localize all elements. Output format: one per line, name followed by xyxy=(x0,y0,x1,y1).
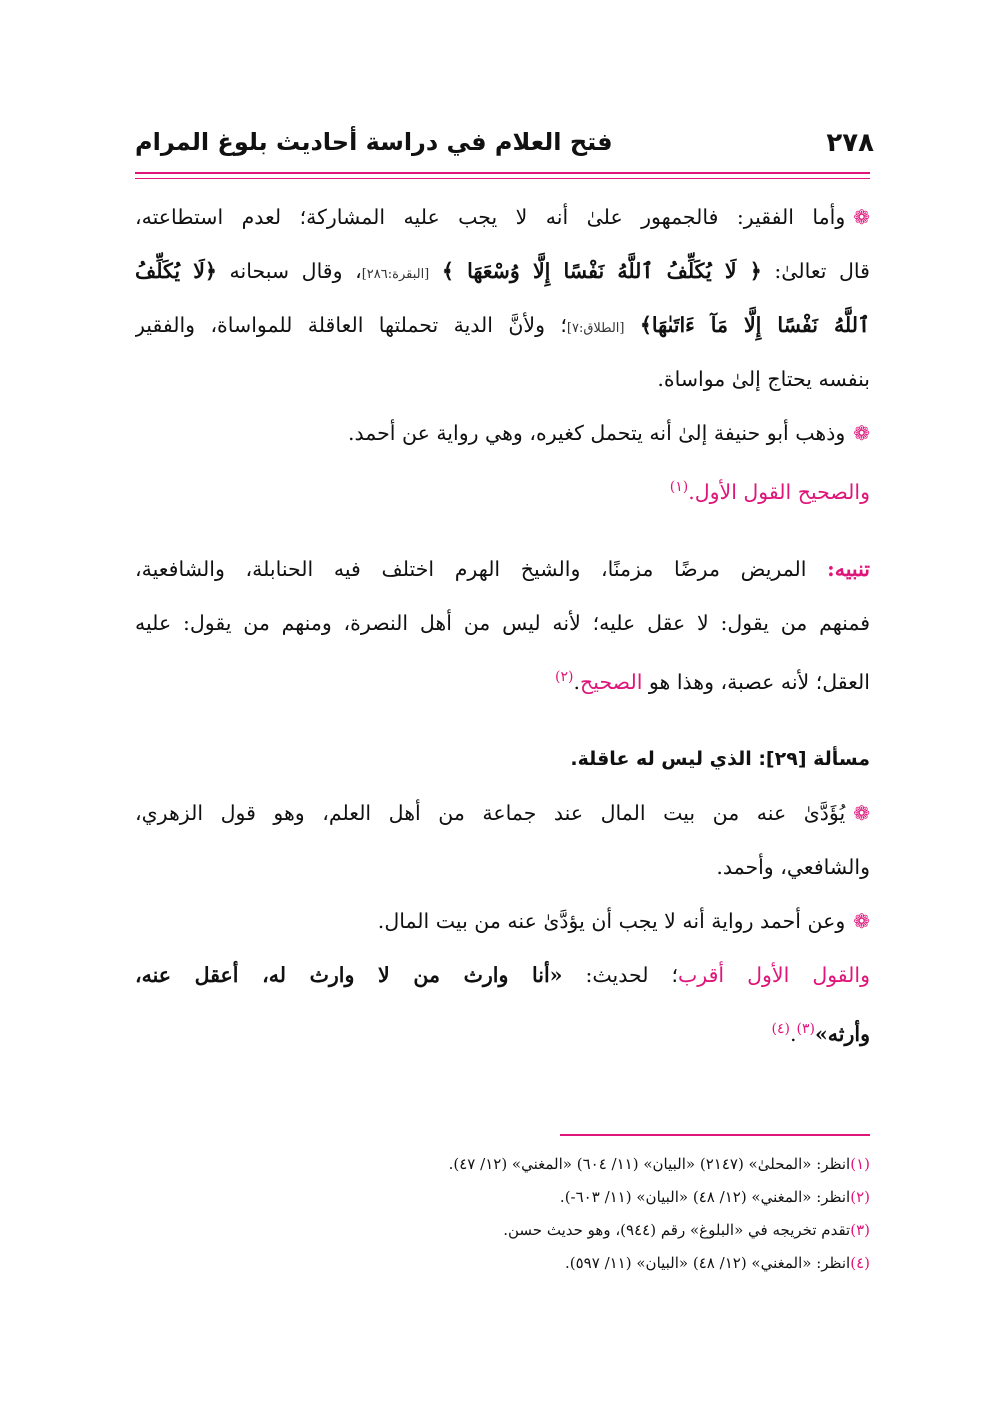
paragraph-line xyxy=(135,406,870,460)
flower-bullet-icon: ❁ xyxy=(853,421,870,445)
text-span: ؛ ولأنَّ الدية تحملتها العاقلة للمواساة، والفقير xyxy=(135,313,567,337)
spacer xyxy=(135,704,870,732)
paragraph-line xyxy=(135,840,870,894)
quran-verse: ﴿ لَا يُكَلِّفُ ٱللَّهُ نَفْسًا إِلَّا وُسْعَهَا ﴾ xyxy=(441,259,762,283)
paragraph-line xyxy=(135,542,870,596)
footnote-marker: (٤) xyxy=(771,1021,790,1037)
paragraph-line xyxy=(135,298,870,352)
text-span: فمنهم من يقول: لا عقل عليه؛ لأنه ليس من أهل النصرة، ومنهم من يقول: عليه xyxy=(135,611,870,635)
section-heading: مسألة [٢٩]: الذي ليس له عاقلة. xyxy=(570,748,870,770)
header-rule-thin xyxy=(135,178,870,179)
paragraph-line xyxy=(135,352,870,406)
flower-bullet-icon: ❁ xyxy=(853,801,870,825)
paragraph-line xyxy=(135,650,870,704)
footnote-item xyxy=(135,1214,870,1247)
text-span: العقل؛ لأنه عصبة، وهذا هو xyxy=(642,669,870,694)
footnote-marker: (٢) xyxy=(555,669,574,685)
flower-bullet-icon: ❁ xyxy=(853,205,870,229)
text-span: . xyxy=(789,1021,797,1046)
text-span: . xyxy=(573,669,581,694)
text-span: بنفسه يحتاج إلىٰ مواساة. xyxy=(657,367,870,391)
footnotes xyxy=(135,1148,870,1280)
footnote-text: انظر: «المغني» (١٢/ ٤٨) «البيان» (١١/ ٥٩٧). xyxy=(565,1254,851,1272)
paragraph-line xyxy=(135,460,870,514)
text-span: يُؤَدَّىٰ عنه من بيت المال عند جماعة من أهل العلم، وهو قول الزهري، xyxy=(135,801,846,825)
footnote-number: (٣) xyxy=(850,1221,870,1239)
footnote-number: (٢) xyxy=(850,1188,870,1206)
text-span: وأما الفقير: فالجمهور علىٰ أنه لا يجب عليه المشاركة؛ لعدم استطاعته، xyxy=(135,205,846,229)
conclusion-text: والصحيح القول الأول. xyxy=(688,479,870,504)
footnote-number: (٤) xyxy=(850,1254,870,1272)
conclusion-text: والقول الأول أقرب xyxy=(678,963,870,987)
spacer xyxy=(135,514,870,542)
paragraph-line xyxy=(135,596,870,650)
footnote-text: انظر: «المحلىٰ» (٢١٤٧) «البيان» (١١/ ٦٠٤) «المغني» (١٢/ ٤٧). xyxy=(448,1155,851,1173)
text-span: وعن أحمد رواية أنه لا يجب أن يؤدَّىٰ عنه من بيت المال. xyxy=(377,909,846,933)
paragraph-line xyxy=(135,894,870,948)
page-number: ٢٧٨ xyxy=(826,128,874,158)
verse-reference: [البقرة:٢٨٦] xyxy=(361,267,430,282)
flower-bullet-icon: ❁ xyxy=(853,909,870,933)
text-span: قال تعالىٰ: xyxy=(761,259,870,283)
paragraph-line xyxy=(135,244,870,298)
text-span: ، وقال سبحانه xyxy=(216,259,362,283)
note-label: تنبيه: xyxy=(827,557,870,581)
footnote-marker: (٣) xyxy=(796,1021,815,1037)
text-span: وذهب أبو حنيفة إلىٰ أنه يتحمل كغيره، وهي رواية عن أحمد. xyxy=(347,421,846,445)
footnote-text: تقدم تخريجه في «البلوغ» رقم (٩٤٤)، وهو حديث حسن. xyxy=(503,1221,851,1239)
quran-verse: ﴿لَا يُكَلِّفُ xyxy=(135,259,217,283)
conclusion-text: الصحيح xyxy=(580,669,643,694)
hadith-text: «أنا وارث من لا وارث له، أعقل عنه، xyxy=(135,963,563,987)
text-span: المريض مرضًا مزمنًا، والشيخ الهرم اختلف فيه الحنابلة، والشافعية، xyxy=(135,557,828,581)
paragraph-line xyxy=(135,190,870,244)
paragraph-line xyxy=(135,1002,870,1056)
quran-verse: ٱللَّهُ نَفْسًا إِلَّا مَآ ءَاتَىٰهَا﴾ xyxy=(639,313,870,337)
footnote-item xyxy=(135,1181,870,1214)
paragraph-line xyxy=(135,786,870,840)
verse-reference: [الطلاق:٧] xyxy=(566,321,625,336)
footnote-marker: (١) xyxy=(669,479,689,495)
paragraph-line xyxy=(135,948,870,1002)
text-span: والشافعي، وأحمد. xyxy=(716,855,870,879)
text-span: ؛ لحديث: xyxy=(562,963,678,987)
header-rule-thick xyxy=(135,172,870,174)
footnote-text: انظر: «المغني» (١٢/ ٤٨) «البيان» (١١/ ٦٠٣-). xyxy=(559,1188,851,1206)
footnote-rule xyxy=(560,1134,870,1136)
book-title: فتح العلام في دراسة أحاديث بلوغ المرام xyxy=(135,128,613,156)
footnote-item xyxy=(135,1247,870,1280)
main-text xyxy=(135,190,870,1056)
hadith-text: وأرثه» xyxy=(814,1021,870,1046)
footnote-number: (١) xyxy=(850,1155,870,1173)
footnote-item xyxy=(135,1148,870,1181)
